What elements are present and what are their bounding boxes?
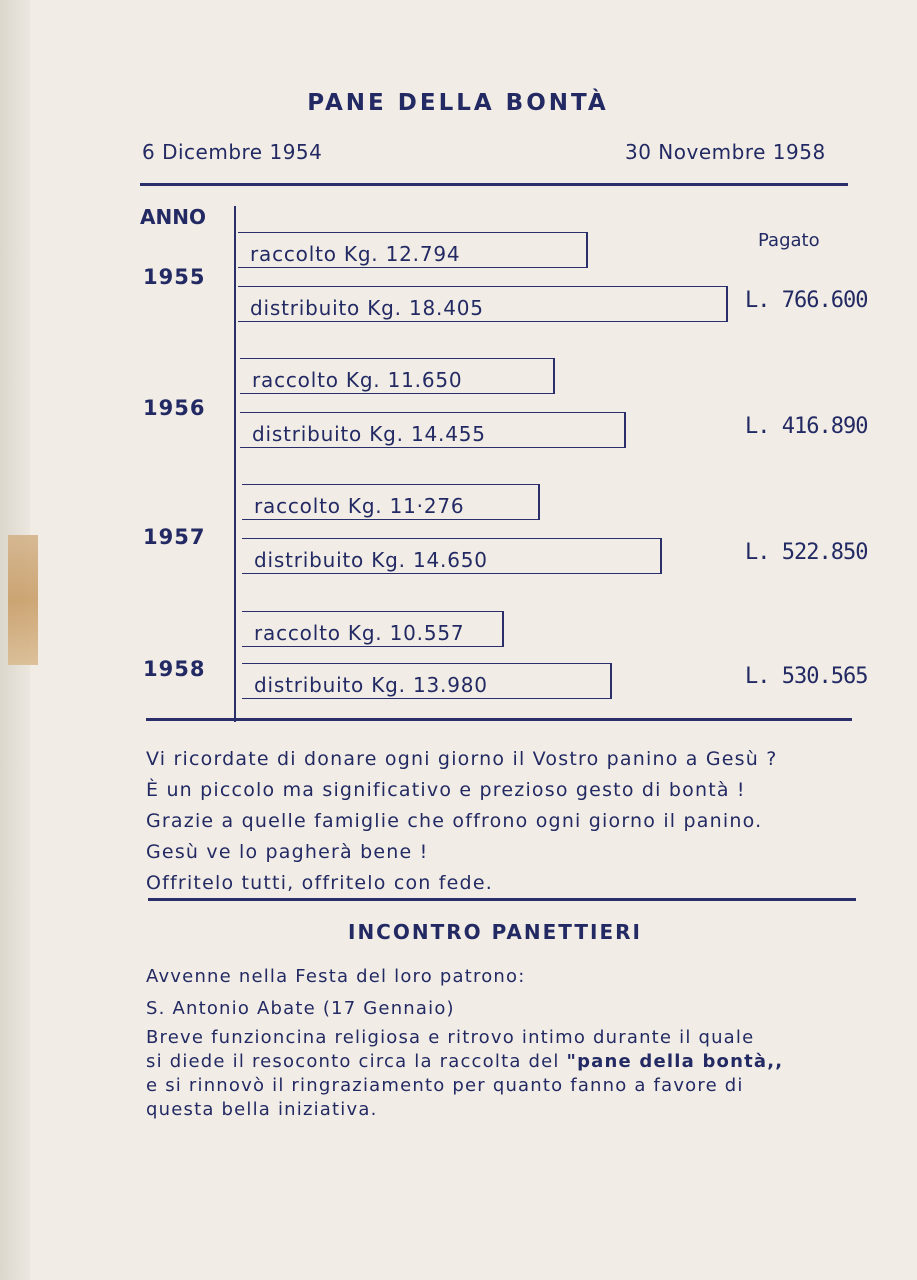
paid-1958: L. 530.565	[745, 664, 868, 689]
meeting-line: Breve funzioncina religiosa e ritrovo intimo durante il quale	[146, 1027, 755, 1048]
appeal-line: Vi ricordate di donare ogni giorno il Vostro panino a Gesù ?	[146, 748, 778, 770]
meeting-line: Avvenne nella Festa del loro patrono:	[146, 966, 526, 987]
distributed-1957: distribuito Kg. 14.650	[242, 538, 662, 574]
meeting-line	[146, 1050, 866, 1074]
paid-1957: L. 522.850	[745, 540, 868, 565]
section-rule	[148, 898, 856, 901]
table-divider	[234, 206, 236, 722]
appeal-text	[146, 744, 876, 899]
paid-1955: L. 766.600	[745, 288, 868, 313]
bread-name-bold: "pane della bontà,,	[566, 1051, 784, 1072]
end-date: 30 Novembre 1958	[625, 140, 826, 164]
appeal-line: È un piccolo ma significativo e prezioso gesto di bontà !	[146, 779, 746, 801]
collected-1956: raccolto Kg. 11.650	[240, 358, 555, 394]
collected-1957: raccolto Kg. 11·276	[242, 484, 540, 520]
top-rule	[140, 183, 848, 186]
meeting-line: questa bella iniziativa.	[146, 1099, 378, 1120]
appeal-line: Gesù ve lo pagherà bene !	[146, 841, 429, 863]
year-1955: 1955	[143, 265, 206, 289]
year-1958: 1958	[143, 657, 206, 681]
distributed-1958: distribuito Kg. 13.980	[242, 663, 612, 699]
meeting-title: INCONTRO PANETTIERI	[348, 920, 642, 944]
collected-1958: raccolto Kg. 10.557	[242, 611, 504, 647]
distributed-1956: distribuito Kg. 14.455	[240, 412, 626, 448]
collected-1955: raccolto Kg. 12.794	[238, 232, 588, 268]
meeting-line-text: si diede il resoconto circa la raccolta del	[146, 1051, 567, 1072]
year-1956: 1956	[143, 396, 206, 420]
meeting-text	[146, 962, 866, 1122]
paid-header: Pagato	[758, 230, 820, 251]
table-bottom-rule	[146, 718, 852, 721]
distributed-1955: distribuito Kg. 18.405	[238, 286, 728, 322]
year-header: ANNO	[140, 205, 206, 229]
appeal-line: Grazie a quelle famiglie che offrono ogni giorno il panino.	[146, 810, 763, 832]
document-title: PANE DELLA BONTÀ	[307, 90, 609, 116]
appeal-line: Offritelo tutti, offritelo con fede.	[146, 872, 493, 894]
start-date: 6 Dicembre 1954	[142, 140, 323, 164]
meeting-line: S. Antonio Abate (17 Gennaio)	[146, 998, 455, 1019]
meeting-line: e si rinnovò il ringraziamento per quanto fanno a favore di	[146, 1075, 744, 1096]
tape-stain	[8, 535, 38, 665]
paid-1956: L. 416.890	[745, 414, 868, 439]
year-1957: 1957	[143, 525, 206, 549]
